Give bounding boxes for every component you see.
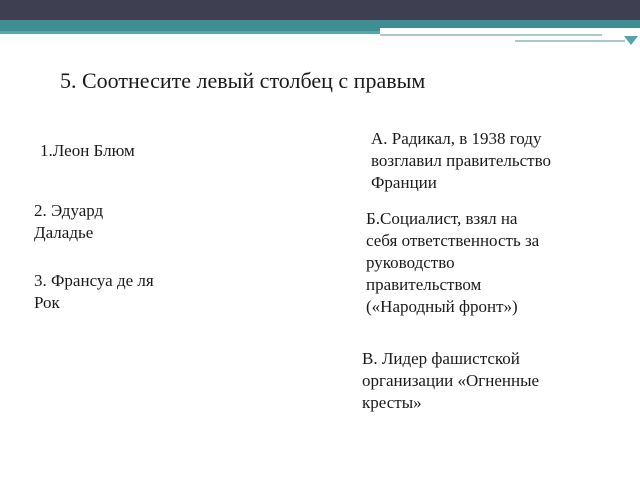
- right-item-b-line: правительством: [366, 275, 482, 294]
- right-item-a: [371, 128, 551, 194]
- left-item-2: [34, 200, 103, 244]
- right-item-c-line: В. Лидер фашистской: [362, 349, 520, 368]
- right-item-c-line: организации «Огненные: [362, 371, 540, 390]
- right-item-b-line: себя ответственность за: [366, 231, 540, 250]
- left-item-1-line: 1.Леон Блюм: [40, 141, 135, 160]
- header-dark-band: [0, 0, 640, 20]
- right-item-c-line: кресты»: [362, 393, 422, 412]
- left-item-3-line: Рок: [34, 293, 60, 312]
- right-item-b: [366, 208, 539, 318]
- right-item-a-line: Франции: [371, 173, 437, 192]
- left-item-2-line: Даладье: [34, 223, 94, 242]
- left-item-3-line: 3. Франсуа де ля: [34, 271, 154, 290]
- left-item-1: [40, 140, 135, 162]
- slide-title: 5. Соотнесите левый столбец с правым: [60, 68, 426, 93]
- right-item-a-line: возглавил правительство: [371, 151, 551, 170]
- header-decoration-line: [515, 40, 625, 42]
- right-item-b-line: Б.Социалист, взял на: [366, 209, 518, 228]
- corner-arrow-icon: [624, 36, 638, 45]
- left-item-3: [34, 270, 154, 314]
- right-item-a-line: А. Радикал, в 1938 году: [371, 129, 542, 148]
- left-item-2-line: 2. Эдуард: [34, 201, 104, 220]
- right-item-b-line: руководство: [366, 253, 455, 272]
- right-item-b-line: («Народный фронт»): [366, 297, 518, 316]
- right-item-c: [362, 348, 539, 414]
- header-decoration-line: [380, 34, 602, 36]
